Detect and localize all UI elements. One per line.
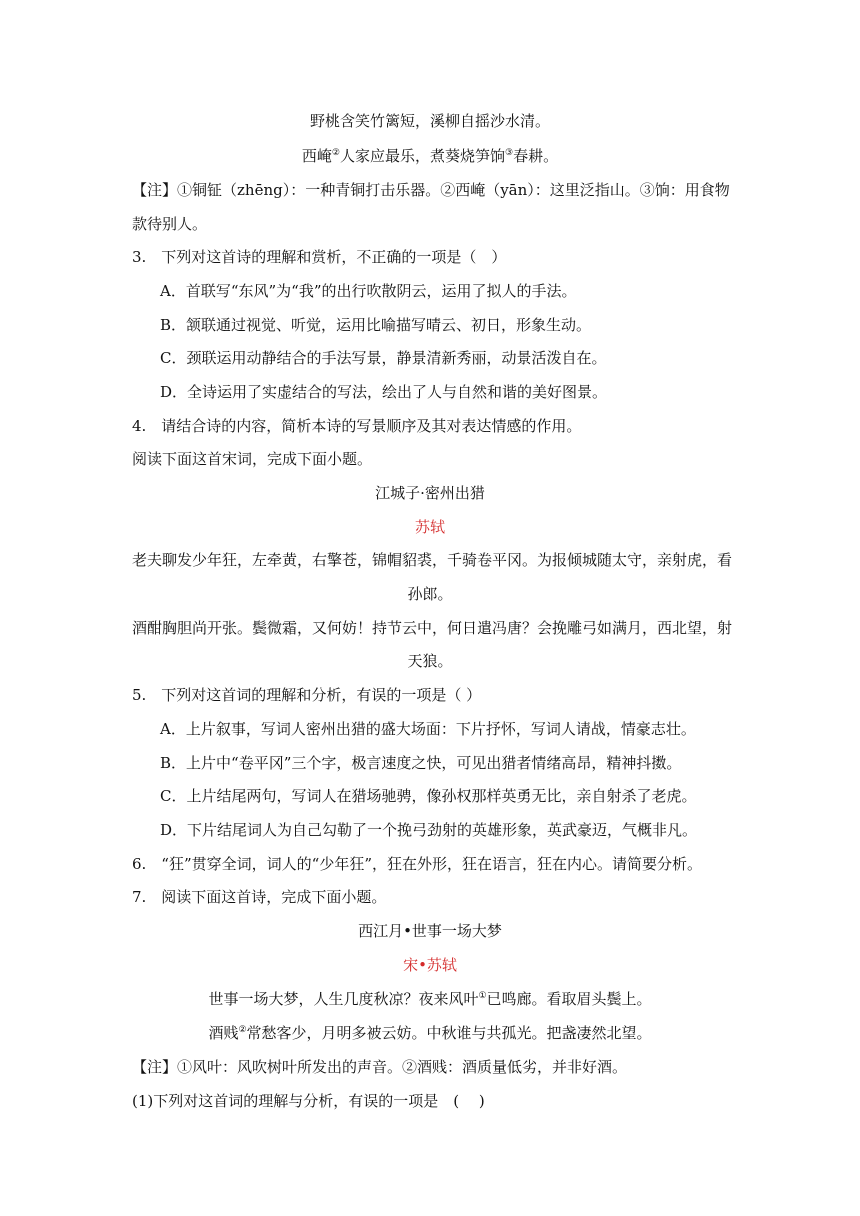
poem2-title: 江城子·密州出猎: [375, 484, 485, 502]
question-7: 7. 阅读下面这首诗，完成下面小题。: [132, 888, 387, 906]
poem3-note: 【注】①风叶：风吹树叶所发出的声音。②酒贱：酒质量低劣，并非好酒。: [132, 1058, 628, 1076]
question-4: 4. 请结合诗的内容，简析本诗的写景顺序及其对表达情感的作用。: [132, 417, 582, 435]
question-6: 6. “狂”贯穿全词，词人的“少年狂”，狂在外形，狂在语言，狂在内心。请简要分析。: [132, 855, 702, 873]
poem3-line1-part2: 已鸣廊。看取眉头鬓上。: [486, 990, 652, 1008]
footnote-marker-3: ③: [505, 148, 514, 158]
poem2-part2-line1: 酒酣胸胆尚开张。鬓微霜，又何妨！持节云中，何日遣冯唐？会挽雕弓如满月，西北望，射: [132, 619, 733, 637]
poem1-note-line1: 【注】①铜钲（zhēng）：一种青铜打击乐器。②西崦（yān）：这里泛指山。③饷：用食物: [132, 181, 730, 199]
question-5-option-b: B．上片中“卷平冈”三个字，极言速度之快，可见出猎者情绪高昂，精神抖擞。: [160, 754, 682, 772]
poem3-line2: [0, 1023, 860, 1043]
question-3: 3. 下列对这首诗的理解和赏析，不正确的一项是（ ）: [132, 248, 507, 266]
poem1-line4: [0, 146, 860, 166]
question-3-option-b: B．颔联通过视觉、听觉，运用比喻描写晴云、初日，形象生动。: [160, 316, 592, 334]
poem3-line2-part2: 常愁客少，月明多被云妨。中秋谁与共孤光。把盏凄然北望。: [246, 1024, 652, 1042]
poem3-line1-part1: 世事一场大梦，人生几度秋凉？夜来风叶: [208, 990, 479, 1008]
poem2-part1-line1: 老夫聊发少年狂，左牵黄，右擎苍，锦帽貂裘，千骑卷平冈。为报倾城随太守，亲射虎，看: [132, 551, 733, 569]
poem3-line1: [0, 989, 860, 1009]
question-3-option-c: C．颈联运用动静结合的手法写景，静景清新秀丽，动景活泼自在。: [160, 349, 607, 367]
poem1-line3: 野桃含笑竹篱短，溪柳自摇沙水清。: [309, 112, 550, 130]
question-5-option-d: D．下片结尾词人为自己勾勒了一个挽弓劲射的英雄形象，英武豪迈，气概非凡。: [160, 821, 698, 839]
poem1-line4-part3: 春耕。: [513, 147, 559, 165]
question-5-option-a: A．上片叙事，写词人密州出猎的盛大场面：下片抒怀，写词人请战，情豪志壮。: [160, 720, 696, 738]
poem2-part2-line2: 天狼。: [407, 652, 453, 670]
footnote-marker-2: ②: [331, 148, 340, 158]
question-3-option-a: A．首联写“东风”为“我”的出行吹散阴云，运用了拟人的手法。: [160, 282, 577, 300]
question-3-option-d: D．全诗运用了实虚结合的写法，绘出了人与自然和谐的美好图景。: [160, 383, 608, 401]
footnote-marker-2b: ②: [238, 1025, 247, 1035]
poem1-note-line2: 款待别人。: [132, 215, 208, 233]
question-5: 5. 下列对这首词的理解和分析，有误的一项是（ ）: [132, 686, 482, 704]
poem2-author: 苏轼: [414, 518, 445, 536]
question-5-option-c: C．上片结尾两句，写词人在猎场驰骋，像孙权那样英勇无比，亲自射杀了老虎。: [160, 787, 697, 805]
footnote-marker-1: ①: [478, 991, 487, 1001]
poem3-line2-part1: 酒贱: [208, 1024, 239, 1042]
poem3-title: 西江月•世事一场大梦: [358, 922, 502, 940]
poem3-author: 宋•苏轼: [403, 956, 457, 974]
poem1-line4-part2: 人家应最乐，煮葵烧笋饷: [339, 147, 505, 165]
reading-intro-2: 阅读下面这首宋词，完成下面小题。: [132, 450, 373, 468]
question-7-sub1: (1)下列对这首词的理解与分析，有误的一项是 ( ): [132, 1092, 485, 1110]
poem1-line4-part1: 西崦: [301, 147, 332, 165]
poem2-part1-line2: 孙郎。: [407, 585, 453, 603]
